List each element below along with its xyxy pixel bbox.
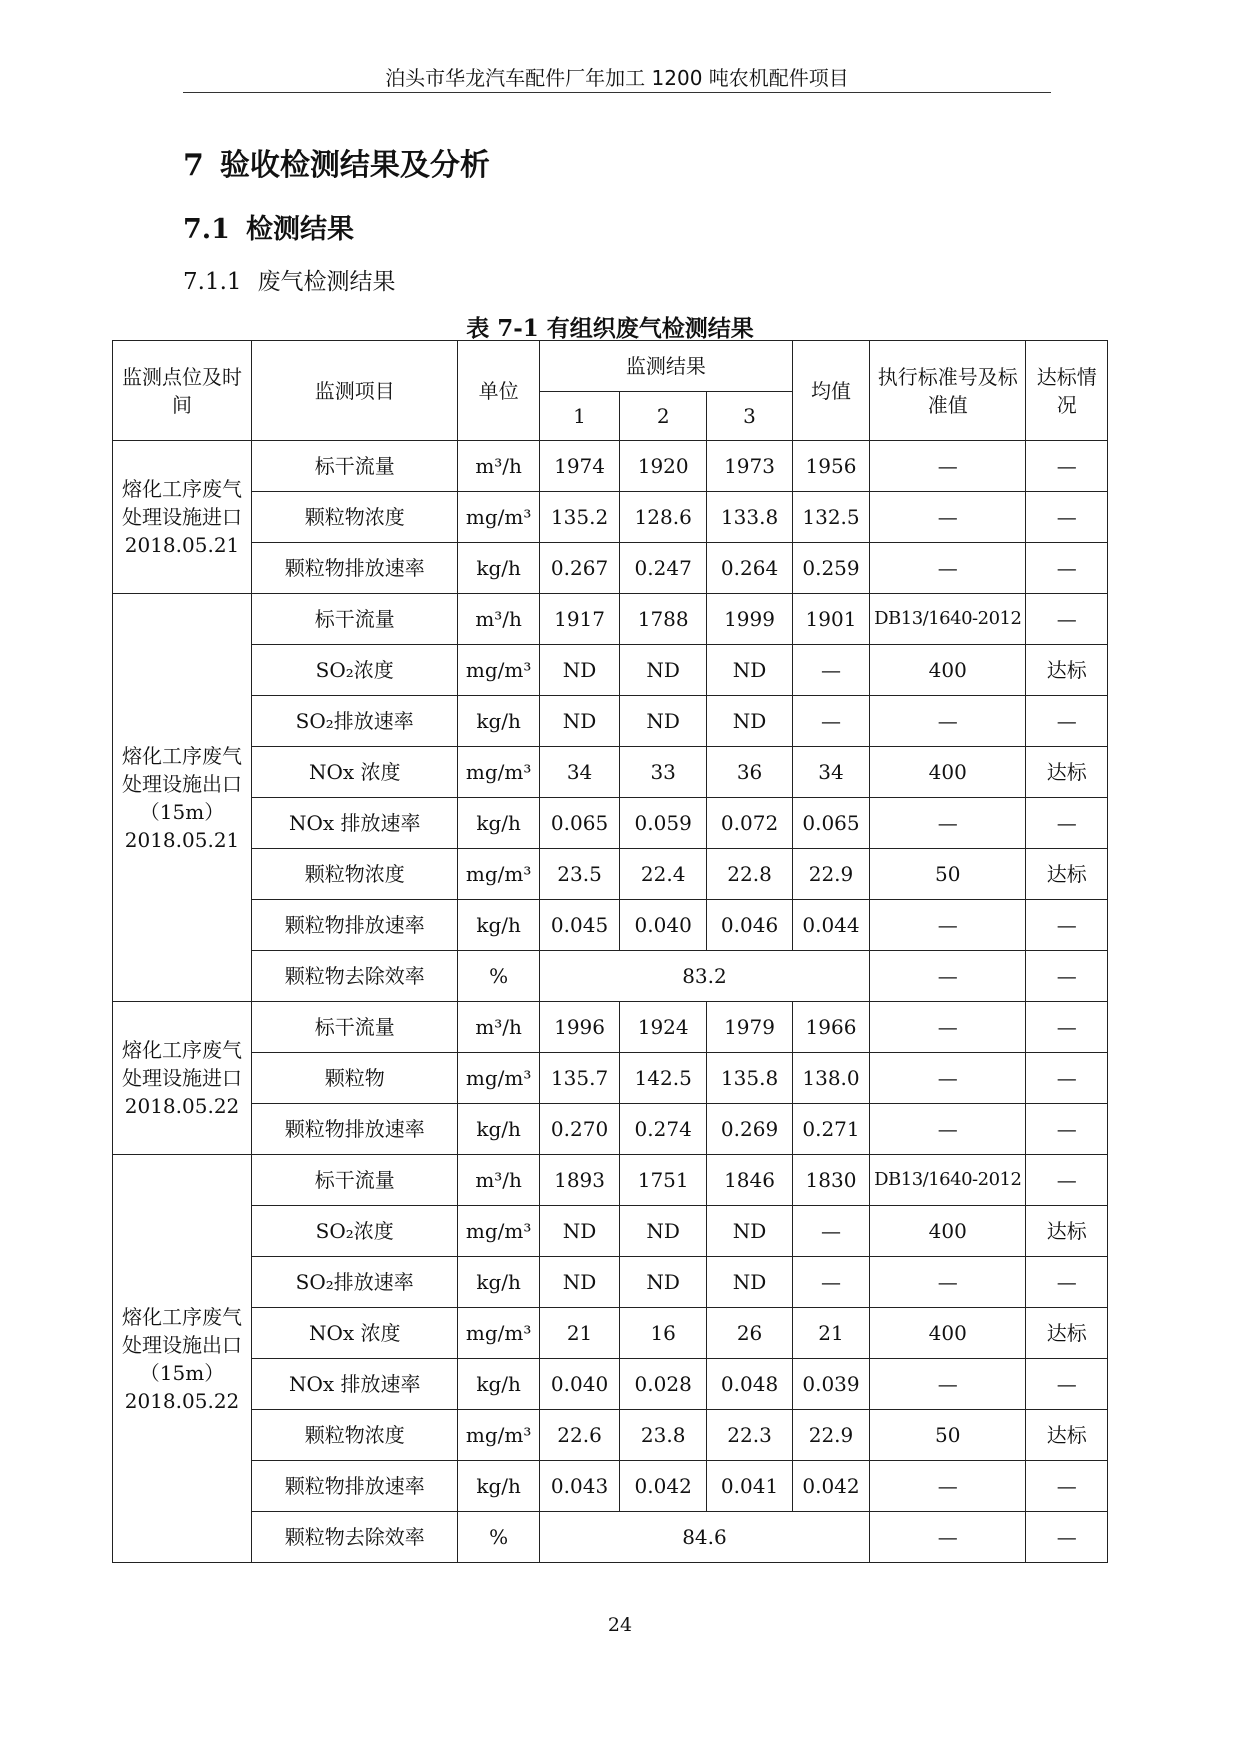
- subsection-number: 7.1: [183, 214, 230, 245]
- point-cell: 熔化工序废气处理设施进口2018.05.22: [113, 1002, 252, 1155]
- unit-cell: m³/h: [458, 1155, 539, 1206]
- value-3-cell: 135.8: [707, 1053, 793, 1104]
- value-3-cell: 22.8: [707, 849, 793, 900]
- unit-cell: mg/m³: [458, 747, 539, 798]
- mean-cell: 0.044: [792, 900, 869, 951]
- status-cell: —: [1026, 543, 1108, 594]
- standard-cell: 50: [870, 1410, 1026, 1461]
- table-row: [113, 1308, 1108, 1359]
- value-1-cell: 1974: [539, 441, 619, 492]
- value-3-cell: ND: [707, 1206, 793, 1257]
- status-cell: —: [1026, 1155, 1108, 1206]
- mean-cell: 1966: [792, 1002, 869, 1053]
- status-cell: —: [1026, 696, 1108, 747]
- status-cell: —: [1026, 1104, 1108, 1155]
- standard-cell: DB13/1640-2012: [870, 1155, 1026, 1206]
- value-1-cell: 0.040: [539, 1359, 619, 1410]
- status-cell: —: [1026, 1461, 1108, 1512]
- table-row: [113, 900, 1108, 951]
- unit-cell: kg/h: [458, 696, 539, 747]
- table-row: [113, 441, 1108, 492]
- value-3-cell: 0.046: [707, 900, 793, 951]
- status-cell: 达标: [1026, 1206, 1108, 1257]
- item-cell: 标干流量: [252, 441, 458, 492]
- value-2-cell: 142.5: [620, 1053, 707, 1104]
- status-cell: —: [1026, 441, 1108, 492]
- standard-cell: —: [870, 1512, 1026, 1563]
- value-2-cell: 0.274: [620, 1104, 707, 1155]
- value-3-cell: ND: [707, 645, 793, 696]
- item-cell: 颗粒物浓度: [252, 1410, 458, 1461]
- mean-cell: —: [792, 1206, 869, 1257]
- table-row: [113, 543, 1108, 594]
- status-cell: —: [1026, 798, 1108, 849]
- header-run-2: 2: [620, 392, 707, 441]
- mean-cell: 22.9: [792, 1410, 869, 1461]
- table-row: [113, 1206, 1108, 1257]
- item-cell: 颗粒物排放速率: [252, 543, 458, 594]
- value-1-cell: 0.065: [539, 798, 619, 849]
- standard-cell: 400: [870, 1206, 1026, 1257]
- status-cell: 达标: [1026, 1308, 1108, 1359]
- standard-cell: —: [870, 798, 1026, 849]
- value-3-cell: 1846: [707, 1155, 793, 1206]
- table-row: [113, 1155, 1108, 1206]
- value-1-cell: 0.043: [539, 1461, 619, 1512]
- table-row: [113, 696, 1108, 747]
- value-2-cell: ND: [620, 645, 707, 696]
- value-2-cell: 0.059: [620, 798, 707, 849]
- item-cell: 颗粒物浓度: [252, 492, 458, 543]
- value-3-cell: 36: [707, 747, 793, 798]
- mean-cell: —: [792, 645, 869, 696]
- table-row: [113, 1359, 1108, 1410]
- mean-cell: 0.065: [792, 798, 869, 849]
- value-2-cell: 33: [620, 747, 707, 798]
- table-row: [113, 798, 1108, 849]
- section-number: 7: [183, 148, 204, 183]
- emission-results-table: [112, 340, 1108, 1563]
- status-cell: —: [1026, 594, 1108, 645]
- item-cell: 标干流量: [252, 1155, 458, 1206]
- standard-cell: —: [870, 441, 1026, 492]
- item-cell: 颗粒物排放速率: [252, 1461, 458, 1512]
- value-2-cell: 1924: [620, 1002, 707, 1053]
- status-cell: —: [1026, 492, 1108, 543]
- unit-cell: mg/m³: [458, 1410, 539, 1461]
- item-cell: SO₂浓度: [252, 1206, 458, 1257]
- table-row: [113, 1461, 1108, 1512]
- value-2-cell: 16: [620, 1308, 707, 1359]
- mean-cell: —: [792, 696, 869, 747]
- table-row: [113, 1512, 1108, 1563]
- unit-cell: mg/m³: [458, 492, 539, 543]
- item-cell: 颗粒物去除效率: [252, 951, 458, 1002]
- table-row: [113, 1257, 1108, 1308]
- item-cell: 颗粒物浓度: [252, 849, 458, 900]
- mean-cell: 34: [792, 747, 869, 798]
- unit-cell: %: [458, 1512, 539, 1563]
- item-cell: NOx 浓度: [252, 747, 458, 798]
- point-cell: 熔化工序废气处理设施出口（15m）2018.05.21: [113, 594, 252, 1002]
- subsection-title: 检测结果: [245, 214, 354, 245]
- item-cell: NOx 排放速率: [252, 798, 458, 849]
- unit-cell: mg/m³: [458, 849, 539, 900]
- mean-cell: 132.5: [792, 492, 869, 543]
- header-mean: 均值: [792, 341, 869, 441]
- value-2-cell: 0.040: [620, 900, 707, 951]
- status-cell: —: [1026, 900, 1108, 951]
- mean-cell: 0.039: [792, 1359, 869, 1410]
- value-2-cell: 1751: [620, 1155, 707, 1206]
- mean-cell: 1901: [792, 594, 869, 645]
- standard-cell: 400: [870, 747, 1026, 798]
- table-caption: 表 7-1 有组织废气检测结果: [466, 315, 754, 342]
- mean-cell: 1830: [792, 1155, 869, 1206]
- value-2-cell: 23.8: [620, 1410, 707, 1461]
- table-row: [113, 849, 1108, 900]
- page-number: 24: [607, 1614, 633, 1636]
- mean-cell: 1956: [792, 441, 869, 492]
- mean-cell: 21: [792, 1308, 869, 1359]
- unit-cell: kg/h: [458, 1461, 539, 1512]
- standard-cell: 400: [870, 645, 1026, 696]
- value-1-cell: ND: [539, 1257, 619, 1308]
- item-cell: 颗粒物排放速率: [252, 1104, 458, 1155]
- subsubsection-heading: [183, 263, 412, 296]
- value-2-cell: 0.247: [620, 543, 707, 594]
- value-3-cell: 0.048: [707, 1359, 793, 1410]
- value-3-cell: ND: [707, 696, 793, 747]
- unit-cell: m³/h: [458, 594, 539, 645]
- value-1-cell: 22.6: [539, 1410, 619, 1461]
- standard-cell: —: [870, 492, 1026, 543]
- unit-cell: %: [458, 951, 539, 1002]
- unit-cell: mg/m³: [458, 1053, 539, 1104]
- value-3-cell: 0.041: [707, 1461, 793, 1512]
- standard-cell: —: [870, 1257, 1026, 1308]
- header-status: 达标情况: [1026, 341, 1108, 441]
- standard-cell: —: [870, 696, 1026, 747]
- value-3-cell: 0.072: [707, 798, 793, 849]
- header-row: [113, 341, 1108, 392]
- status-cell: 达标: [1026, 1410, 1108, 1461]
- unit-cell: kg/h: [458, 900, 539, 951]
- mean-cell: 0.271: [792, 1104, 869, 1155]
- mean-cell: 0.042: [792, 1461, 869, 1512]
- value-1-cell: 0.270: [539, 1104, 619, 1155]
- table-row: [113, 594, 1108, 645]
- value-2-cell: ND: [620, 1257, 707, 1308]
- status-cell: —: [1026, 1359, 1108, 1410]
- value-1-cell: 23.5: [539, 849, 619, 900]
- status-cell: 达标: [1026, 747, 1108, 798]
- unit-cell: kg/h: [458, 1257, 539, 1308]
- standard-cell: 50: [870, 849, 1026, 900]
- value-2-cell: 1920: [620, 441, 707, 492]
- value-3-cell: 1979: [707, 1002, 793, 1053]
- item-cell: SO₂浓度: [252, 645, 458, 696]
- table-row: [113, 1410, 1108, 1461]
- value-2-cell: ND: [620, 696, 707, 747]
- value-3-cell: 1973: [707, 441, 793, 492]
- unit-cell: kg/h: [458, 798, 539, 849]
- merged-result-cell: 84.6: [539, 1512, 869, 1563]
- header-rule: [183, 92, 1051, 93]
- value-3-cell: 133.8: [707, 492, 793, 543]
- value-3-cell: 22.3: [707, 1410, 793, 1461]
- mean-cell: 22.9: [792, 849, 869, 900]
- value-3-cell: 1999: [707, 594, 793, 645]
- subsection-heading: [183, 207, 370, 246]
- point-cell: 熔化工序废气处理设施出口（15m）2018.05.22: [113, 1155, 252, 1563]
- status-cell: —: [1026, 1053, 1108, 1104]
- item-cell: 标干流量: [252, 1002, 458, 1053]
- unit-cell: m³/h: [458, 441, 539, 492]
- standard-cell: —: [870, 951, 1026, 1002]
- unit-cell: kg/h: [458, 1104, 539, 1155]
- standard-cell: —: [870, 1053, 1026, 1104]
- item-cell: 颗粒物: [252, 1053, 458, 1104]
- subsubsection-title: 废气检测结果: [257, 269, 396, 295]
- header-standard: 执行标准号及标准值: [870, 341, 1026, 441]
- point-cell: 熔化工序废气处理设施进口2018.05.21: [113, 441, 252, 594]
- status-cell: —: [1026, 951, 1108, 1002]
- unit-cell: mg/m³: [458, 1308, 539, 1359]
- item-cell: NOx 浓度: [252, 1308, 458, 1359]
- value-1-cell: ND: [539, 696, 619, 747]
- section-title: 验收检测结果及分析: [219, 148, 490, 183]
- mean-cell: 0.259: [792, 543, 869, 594]
- table-row: [113, 747, 1108, 798]
- table-row: [113, 1002, 1108, 1053]
- table-row: [113, 1053, 1108, 1104]
- status-cell: —: [1026, 1512, 1108, 1563]
- standard-cell: —: [870, 1002, 1026, 1053]
- value-1-cell: ND: [539, 645, 619, 696]
- unit-cell: m³/h: [458, 1002, 539, 1053]
- value-2-cell: 0.028: [620, 1359, 707, 1410]
- item-cell: 颗粒物排放速率: [252, 900, 458, 951]
- value-3-cell: 0.269: [707, 1104, 793, 1155]
- unit-cell: mg/m³: [458, 1206, 539, 1257]
- table-body: [113, 341, 1108, 1563]
- value-1-cell: 1917: [539, 594, 619, 645]
- value-1-cell: 0.045: [539, 900, 619, 951]
- table-row: [113, 951, 1108, 1002]
- value-1-cell: 34: [539, 747, 619, 798]
- value-1-cell: 135.2: [539, 492, 619, 543]
- value-1-cell: 1996: [539, 1002, 619, 1053]
- standard-cell: —: [870, 1461, 1026, 1512]
- value-3-cell: 0.264: [707, 543, 793, 594]
- standard-cell: 400: [870, 1308, 1026, 1359]
- header-item: 监测项目: [252, 341, 458, 441]
- header-run-3: 3: [707, 392, 793, 441]
- table-row: [113, 492, 1108, 543]
- item-cell: 颗粒物去除效率: [252, 1512, 458, 1563]
- mean-cell: —: [792, 1257, 869, 1308]
- standard-cell: DB13/1640-2012: [870, 594, 1026, 645]
- item-cell: 标干流量: [252, 594, 458, 645]
- value-2-cell: 0.042: [620, 1461, 707, 1512]
- header-point: 监测点位及时间: [113, 341, 252, 441]
- standard-cell: —: [870, 1359, 1026, 1410]
- header-unit: 单位: [458, 341, 539, 441]
- item-cell: SO₂排放速率: [252, 1257, 458, 1308]
- table-row: [113, 1104, 1108, 1155]
- running-header: 泊头市华龙汽车配件厂年加工 1200 吨农机配件项目: [385, 66, 849, 90]
- header-run-1: 1: [539, 392, 619, 441]
- standard-cell: —: [870, 543, 1026, 594]
- merged-result-cell: 83.2: [539, 951, 869, 1002]
- header-results: 监测结果: [539, 341, 792, 392]
- item-cell: SO₂排放速率: [252, 696, 458, 747]
- section-heading: [183, 140, 506, 184]
- status-cell: —: [1026, 1257, 1108, 1308]
- item-cell: NOx 排放速率: [252, 1359, 458, 1410]
- standard-cell: —: [870, 900, 1026, 951]
- value-2-cell: 22.4: [620, 849, 707, 900]
- value-2-cell: 128.6: [620, 492, 707, 543]
- unit-cell: kg/h: [458, 1359, 539, 1410]
- value-3-cell: 26: [707, 1308, 793, 1359]
- table-row: [113, 645, 1108, 696]
- value-1-cell: ND: [539, 1206, 619, 1257]
- mean-cell: 138.0: [792, 1053, 869, 1104]
- value-1-cell: 0.267: [539, 543, 619, 594]
- value-2-cell: ND: [620, 1206, 707, 1257]
- value-1-cell: 1893: [539, 1155, 619, 1206]
- unit-cell: mg/m³: [458, 645, 539, 696]
- status-cell: 达标: [1026, 645, 1108, 696]
- unit-cell: kg/h: [458, 543, 539, 594]
- status-cell: 达标: [1026, 849, 1108, 900]
- status-cell: —: [1026, 1002, 1108, 1053]
- subsubsection-number: 7.1.1: [183, 269, 242, 295]
- value-1-cell: 21: [539, 1308, 619, 1359]
- value-3-cell: ND: [707, 1257, 793, 1308]
- standard-cell: —: [870, 1104, 1026, 1155]
- value-1-cell: 135.7: [539, 1053, 619, 1104]
- value-2-cell: 1788: [620, 594, 707, 645]
